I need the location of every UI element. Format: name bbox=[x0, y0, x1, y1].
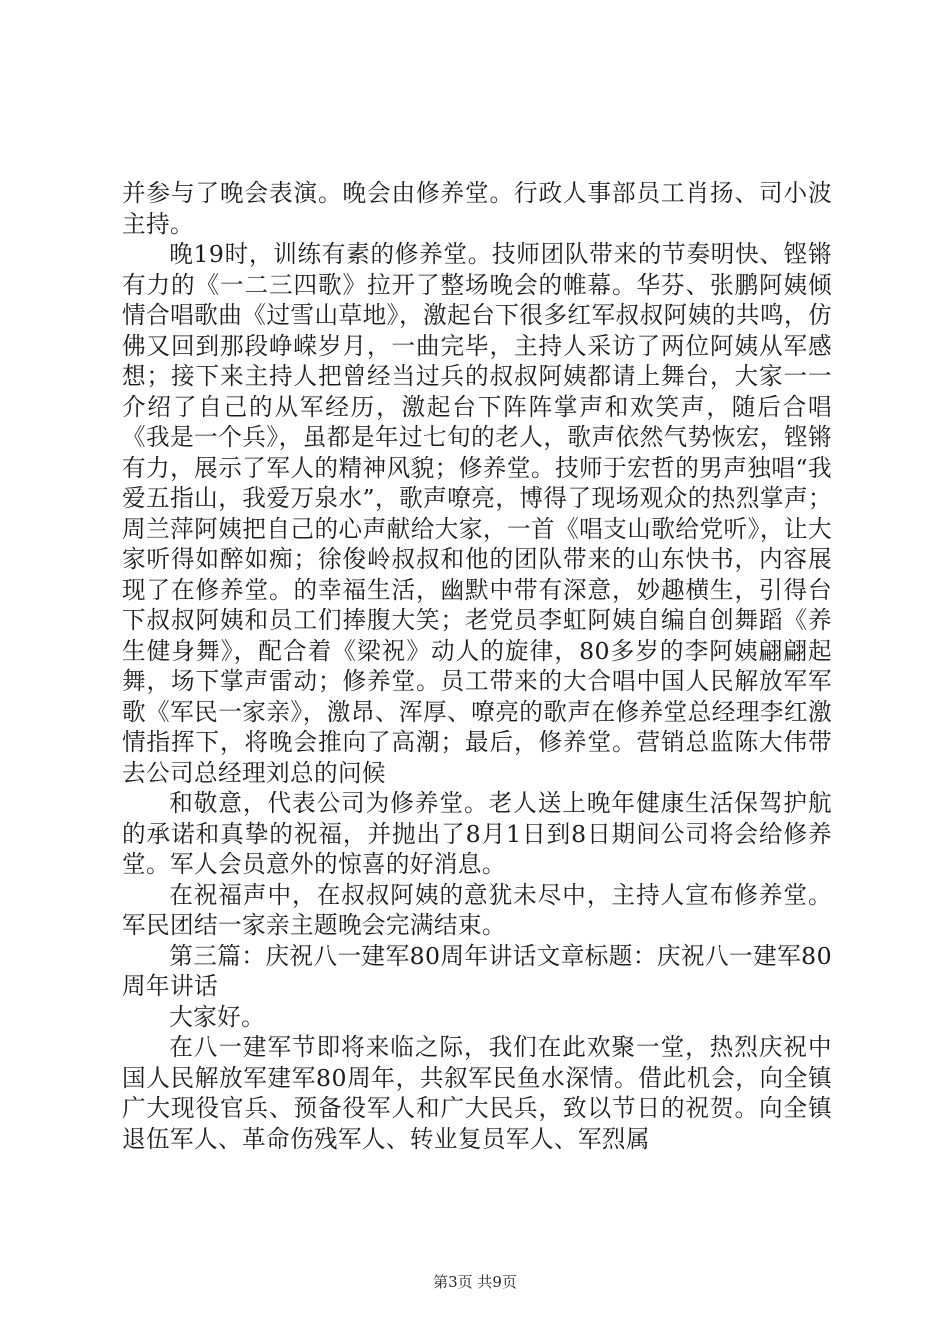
paragraph-continued-evening-show: 并参与了晚会表演。晚会由修养堂。行政人事部员工肖扬、司小波主持。 bbox=[122, 179, 832, 238]
paragraph-greeting: 大家好。 bbox=[169, 1002, 266, 1031]
document-body bbox=[122, 178, 832, 1154]
paragraph-company-blessing: 和敬意，代表公司为修养堂。老人送上晚年健康生活保驾护航的承诺和真挚的祝福，并抛出了8月1日到8日期间公司将会给修养堂。军人会员意外的惊喜的好消息。 bbox=[122, 789, 832, 878]
paragraph-evening-conclusion: 在祝福声中，在叔叔阿姨的意犹未尽中，主持人宣布修养堂。军民团结一家亲主题晚会完满结束。 bbox=[122, 880, 832, 939]
section-heading-part-three: 第三篇：庆祝八一建军80周年讲话文章标题：庆祝八一建军80周年讲话 bbox=[122, 941, 832, 1000]
paragraph-evening-program: 晚19时，训练有素的修养堂。技师团队带来的节奏明快、铿锵有力的《一二三四歌》拉开了整场晚会的帷幕。华芬、张鹏阿姨倾情合唱歌曲《过雪山草地》，激起台下很多红军叔叔阿姨的共鸣，仿佛又回到那段峥嵘岁月，一曲完毕，主持人采访了两位阿姨从军感想；接下来主持人把曾经当过兵的叔叔阿姨都请上舞台，大家一一介绍了自己的从军经历，激起台下阵阵掌声和欢笑声，随后合唱《我是一个兵》，虽都是年过七旬的老人，歌声依然气势恢宏，铿锵有力，展示了军人的精神风貌；修养堂。技师于宏哲的男声独唱“我爱五指山，我爱万泉水”，歌声嘹亮，博得了现场观众的热烈掌声；周兰萍阿姨把自己的心声献给大家，一首《唱支山歌给党听》，让大家听得如醉如痴；徐俊岭叔叔和他的团队带来的山东快书，内容展现了在修养堂。的幸福生活，幽默中带有深意，妙趣横生，引得台下叔叔阿姨和员工们捧腹大笑；老党员李虹阿姨自编自创舞蹈《养生健身舞》，配合着《梁祝》动人的旋律，80多岁的李阿姨翩翩起舞，场下掌声雷动；修养堂。员工带来的大合唱中国人民解放军军歌《军民一家亲》，激昂、浑厚、嘹亮的歌声在修养堂总经理李红激情指挥下，将晚会推向了高潮；最后，修养堂。营销总监陈大伟带去公司总经理刘总的问候 bbox=[122, 240, 832, 787]
page-number-footer: 第3页 共9页 bbox=[433, 1273, 517, 1291]
paragraph-speech-opening: 在八一建军节即将来临之际，我们在此欢聚一堂，热烈庆祝中国人民解放军建军80周年，共叙军民鱼水深情。借此机会，向全镇广大现役官兵、预备役军人和广大民兵，致以节日的祝贺。向全镇退伍军人、革命伤残军人、转业复员军人、军烈属 bbox=[122, 1033, 832, 1153]
